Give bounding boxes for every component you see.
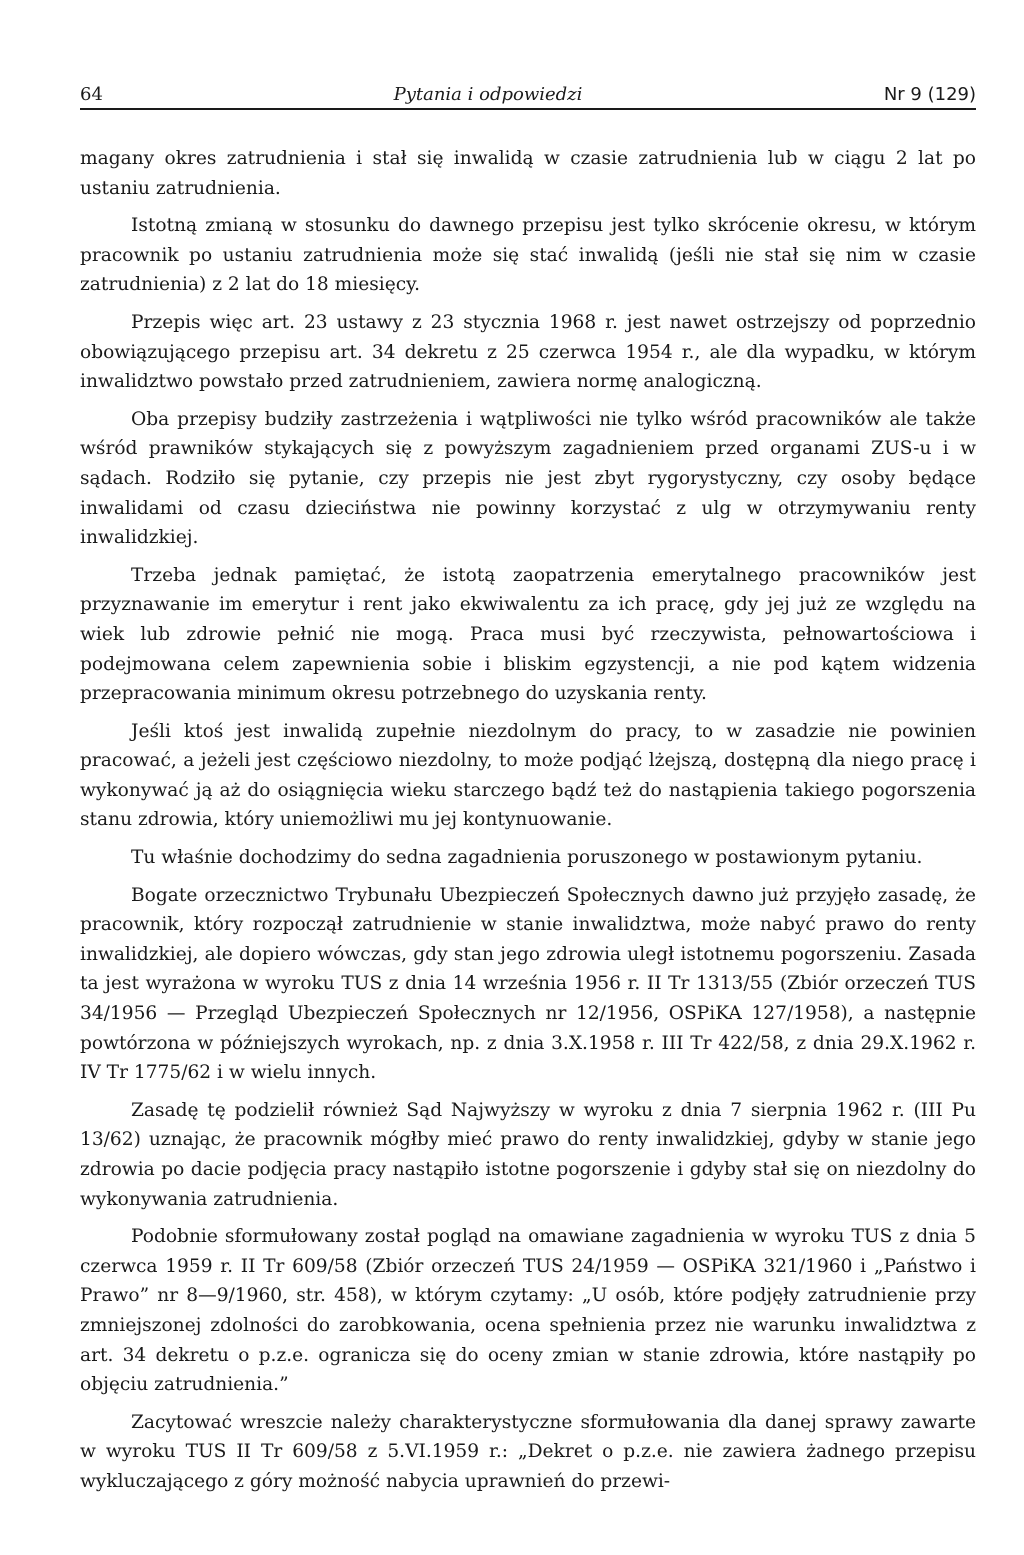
paragraph: Oba przepisy budziły zastrzeżenia i wątpliwości nie tylko wśród pracowników ale także wśród prawników stykających się z powyższym zagadnieniem przed organami ZUS-u i w sądach. Rodziło się pytanie, czy przepis nie jest zbyt rygorystyczny, czy osoby będące inwalidami od czasu dzieciństwa nie powinny korzystać z ulg w otrzymywaniu renty inwalidzkiej. bbox=[80, 408, 976, 549]
paragraph: Zacytować wreszcie należy charakterystyczne sformułowania dla danej sprawy zawarte w wyroku TUS II Tr 609/58 z 5.VI.1959 r.: „Dekret o p.z.e. nie zawiera żadnego przepisu wykluczającego z góry możność nabycia uprawnień do przewi- bbox=[80, 1411, 976, 1492]
running-title: Pytania i odpowiedzi bbox=[393, 84, 583, 105]
paragraph: Trzeba jednak pamiętać, że istotą zaopatrzenia emerytalnego pracowników jest przyznawanie im emerytur i rent jako ekwiwalentu za ich pracę, gdy jej już ze względu na wiek lub zdrowie pełnić nie mogą. Praca musi być rzeczywista, pełnowartościowa i podejmowana celem zapewnienia sobie i bliskim egzystencji, a nie pod kątem widzenia przepracowania minimum okresu potrzebnego do uzyskania renty. bbox=[80, 564, 976, 705]
journal-page bbox=[80, 84, 976, 1505]
page-number: 64 bbox=[80, 84, 103, 105]
paragraph: Bogate orzecznictwo Trybunału Ubezpieczeń Społecznych dawno już przyjęło zasadę, że pracownik, który rozpoczął zatrudnienie w stanie inwalidztwa, może nabyć prawo do renty inwalidzkiej, ale dopiero wówczas, gdy stan jego zdrowia uległ istotnemu pogorszeniu. Zasada ta jest wyrażona w wyroku TUS z dnia 14 września 1956 r. II Tr 1313/55 (Zbiór orzeczeń TUS 34/1956 — Przegląd Ubezpieczeń Społecznych nr 12/1956, OSPiKA 127/1958), a następnie powtórzona w późniejszych wyrokach, np. z dnia 3.X.1958 r. III Tr 422/58, z dnia 29.X.1962 r. IV Tr 1775/62 i w wielu innych. bbox=[80, 884, 976, 1084]
paragraph: Zasadę tę podzielił również Sąd Najwyższy w wyroku z dnia 7 sierpnia 1962 r. (III Pu 13/62) uznając, że pracownik mógłby mieć prawo do renty inwalidzkiej, gdyby w stanie jego zdrowia po dacie podjęcia pracy nastąpiło istotne pogorszenie i gdyby stał się on niezdolny do wykonywania zatrudnienia. bbox=[80, 1099, 976, 1210]
paragraph: Tu właśnie dochodzimy do sedna zagadnienia poruszonego w postawionym pytaniu. bbox=[131, 847, 923, 869]
running-header bbox=[80, 84, 976, 110]
article-body bbox=[80, 144, 976, 1497]
paragraph: Jeśli ktoś jest inwalidą zupełnie niezdolnym do pracy, to w zasadzie nie powinien pracować, a jeżeli jest częściowo niezdolny, to może podjąć lżejszą, dostępną dla niego pracę i wykonywać ją aż do osiągnięcia wieku starczego bądź też do nastąpienia takiego pogorszenia stanu zdrowia, który uniemożliwi mu jej kontynuowanie. bbox=[80, 720, 976, 831]
paragraph: Istotną zmianą w stosunku do dawnego przepisu jest tylko skrócenie okresu, w którym pracownik po ustaniu zatrudnienia może się stać inwalidą (jeśli nie stał się nim w czasie zatrudnienia) z 2 lat do 18 miesięcy. bbox=[80, 215, 976, 296]
paragraph: Podobnie sformułowany został pogląd na omawiane zagadnienia w wyroku TUS z dnia 5 czerwca 1959 r. II Tr 609/58 (Zbiór orzeczeń TUS 24/1959 — OSPiKA 321/1960 i „Państwo i Prawo” nr 8—9/1960, str. 458), w którym czytamy: „U osób, które podjęły zatrudnienie przy zmniejszonej zdolności do zarobkowania, ocena spełnienia przez nie warunku inwalidztwa z art. 34 dekretu o p.z.e. ogranicza się do oceny zmian w stanie zdrowia, które nastąpiły po objęciu zatrudnienia.” bbox=[80, 1226, 976, 1396]
paragraph: Przepis więc art. 23 ustawy z 23 stycznia 1968 r. jest nawet ostrzejszy od poprzednio obowiązującego przepisu art. 34 dekretu z 25 czerwca 1954 r., ale dla wypadku, w którym inwalidztwo powstało przed zatrudnieniem, zawiera normę analogiczną. bbox=[80, 311, 976, 393]
paragraph: magany okres zatrudnienia i stał się inwalidą w czasie zatrudnienia lub w ciągu 2 lat po ustaniu zatrudnienia. bbox=[80, 148, 976, 199]
issue-number: Nr 9 (129) bbox=[883, 84, 976, 105]
